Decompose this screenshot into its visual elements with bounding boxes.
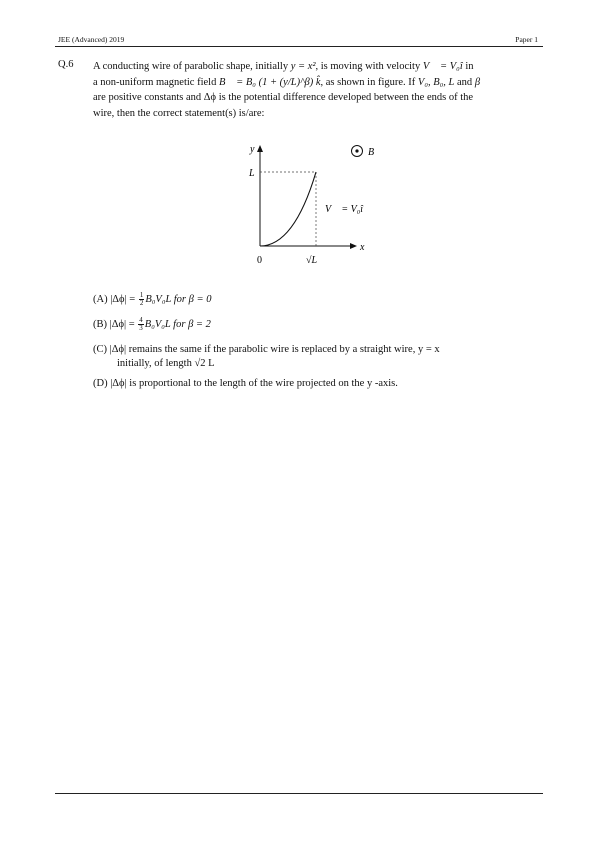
option-b[interactable] bbox=[93, 317, 211, 332]
stem-text: , as shown in figure. If bbox=[320, 76, 418, 88]
option-b-expression: B₀V₀L for β = 2 bbox=[144, 318, 211, 330]
fraction-denominator: 3 bbox=[139, 324, 143, 332]
x-axis-label: x bbox=[360, 242, 365, 253]
option-d[interactable]: (D) |Δϕ| is proportional to the length of the wire projected on the y -axis. bbox=[93, 378, 398, 389]
field-equation: B⃗ = B₀ (1 + (y/L)^β) k̂ bbox=[218, 76, 321, 88]
option-a-prefix: (A) |Δϕ| = bbox=[93, 293, 138, 305]
x-axis-arrowhead bbox=[350, 243, 357, 249]
y-axis-label: y bbox=[250, 144, 255, 155]
footer-divider bbox=[55, 793, 543, 794]
question-number: Q.6 bbox=[58, 59, 74, 70]
option-c-line-1: (C) |Δϕ| remains the same if the parabolic wire is replaced by a straight wire, y = x bbox=[93, 344, 440, 355]
option-a-expression: B₀V₀L for β = 0 bbox=[145, 293, 212, 305]
origin-label: 0 bbox=[257, 255, 262, 266]
header-exam-title: JEE (Advanced) 2019 bbox=[58, 35, 125, 44]
fraction-numerator: 1 bbox=[139, 291, 144, 299]
velocity-label: V⃗ = V₀î bbox=[325, 204, 363, 215]
option-b-fraction bbox=[138, 317, 144, 332]
stem-text: in bbox=[462, 61, 474, 72]
x-tick-label: √L bbox=[306, 255, 318, 266]
constant-variables: V₀, B₀, L bbox=[417, 76, 455, 88]
stem-text: and bbox=[454, 76, 475, 88]
option-b-prefix: (B) |Δϕ| = bbox=[93, 318, 138, 330]
y-tick-label: L bbox=[249, 168, 255, 179]
field-label: B⃗ bbox=[368, 147, 382, 158]
stem-text: a non-uniform magnetic field bbox=[93, 76, 219, 88]
velocity-equation: V⃗ = V₀î bbox=[422, 61, 463, 72]
stem-text: , is moving with velocity bbox=[315, 61, 423, 72]
stem-text: A conducting wire of parabolic shape, initially bbox=[93, 61, 291, 72]
y-axis-arrowhead bbox=[257, 145, 263, 152]
field-dot-icon bbox=[355, 149, 358, 152]
parabolic-wire bbox=[260, 172, 316, 246]
header-paper-label: Paper 1 bbox=[515, 35, 538, 44]
stem-line-3: are positive constants and Δϕ is the potential difference developed between the ends of the bbox=[93, 92, 474, 103]
stem-line-4: wire, then the correct statement(s) is/are: bbox=[93, 107, 265, 119]
option-a[interactable] bbox=[93, 292, 211, 307]
fraction-numerator: 4 bbox=[139, 316, 143, 324]
option-c[interactable] bbox=[93, 343, 541, 371]
option-a-fraction bbox=[139, 292, 145, 307]
beta-symbol: β bbox=[474, 76, 481, 88]
fraction-denominator: 2 bbox=[139, 299, 144, 307]
parabola-equation: y = x² bbox=[290, 61, 316, 72]
option-c-line-2: initially, of length √2 L bbox=[117, 358, 215, 369]
